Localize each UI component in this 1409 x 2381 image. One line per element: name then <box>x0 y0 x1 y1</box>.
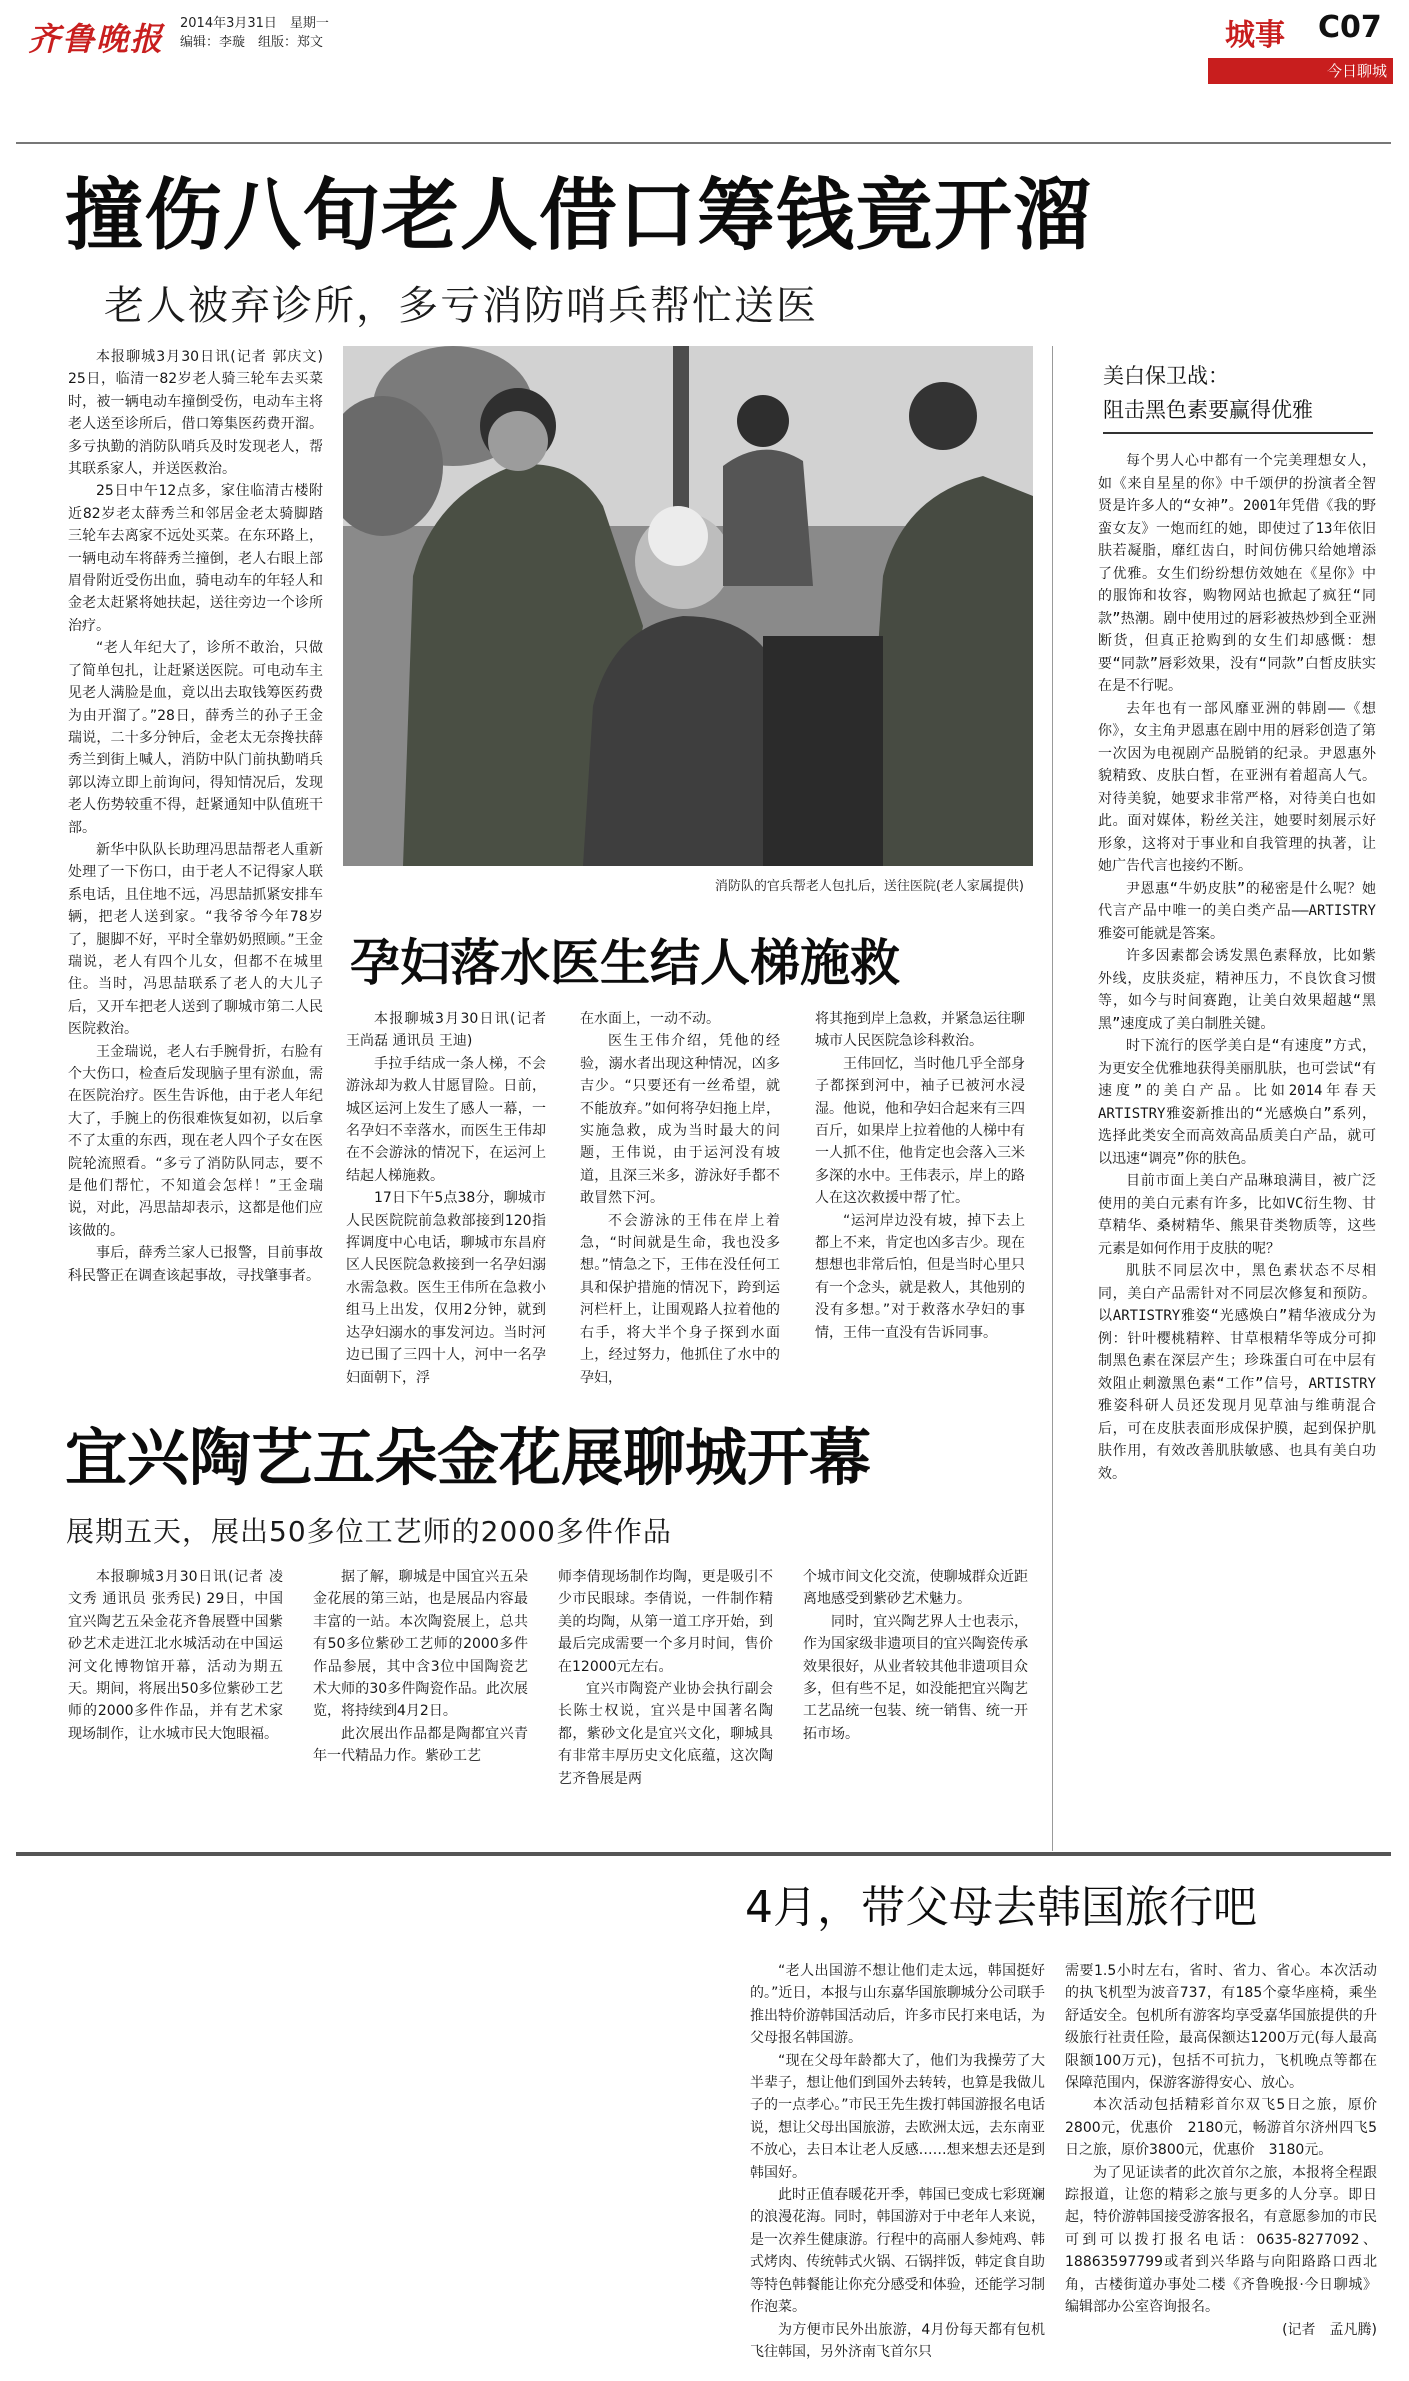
article2-paragraph: “运河岸边没有坡，掉下去上都上不来，肯定也凶多吉少。现在想想也非常后怕，但是当时心里只有一个念头，就是救人，其他别的没有多想。”对于救落水孕妇的事情，王伟一直没有告诉同事。 <box>815 1212 1025 1341</box>
article4-paragraph: 本次活动包括精彩首尔双飞5日之旅，原价2800元，优惠价 2180元，畅游首尔济州四飞5日之旅，原价3800元，优惠价 3180元。 <box>1065 2097 1377 2159</box>
newspaper-logo: 齐鲁晚报 <box>28 20 165 58</box>
article4-paragraph: 为了见证读者的此次首尔之旅，本报将全程跟踪报道，让您的精彩之旅与更多的人分享。即日起，特价游韩国接受游客报名，有意愿参加的市民可到可以拨打报名电话：0635-8277092、18863597799或者到兴华路与向阳路路口西北角，古楼街道办事处二楼《齐鲁晚报·今日聊城》编辑部办公室咨询报名。 <box>1065 2164 1377 2316</box>
article4-top-rule <box>16 1852 1391 1856</box>
article1-body <box>68 346 323 1287</box>
article1-paragraph: 王金瑞说，老人右手腕骨折，右脸有个大伤口，检查后发现脑子里有淤血，需在医院治疗。医生告诉他，由于老人年纪大了，手腕上的伤很难恢复如初，以后拿不了太重的东西，现在老人四个子女在医院轮流照看。“多亏了消防队同志，要不是他们帮忙，不知道会怎样！”王金瑞说，对此，冯思喆却表示，这都是他们应该做的。 <box>68 1043 323 1239</box>
photo-caption: 消防队的官兵帮老人包扎后，送往医院(老人家属提供) <box>714 879 1024 894</box>
masthead-rule <box>16 142 1391 144</box>
page-number: C07 <box>1318 10 1382 45</box>
article1-paragraph: 本报聊城3月30日讯(记者 郭庆文) 25日，临清一82岁老人骑三轮车去买菜时，被一辆电动车撞倒受伤，电动车主将老人送至诊所后，借口筹集医药费开溜。多亏执勤的消防队哨兵及时发现老人，帮其联系家人，并送医救治。 <box>68 349 323 478</box>
article2-headline: 孕妇落水医生结人梯施救 <box>350 933 900 992</box>
article3-headline: 宜兴陶艺五朵金花展聊城开幕 <box>65 1421 872 1494</box>
sub-section-banner: 今日聊城 <box>1208 58 1393 84</box>
article2-col3 <box>815 1008 1025 1344</box>
article3-subhead: 展期五天，展出50多位工艺师的2000多件作品 <box>66 1515 672 1548</box>
article4-paragraph: 为方便市民外出旅游，4月份每天都有包机飞往韩国，另外济南飞首尔只 <box>750 2321 1045 2360</box>
article3-paragraph: 个城市间文化交流，使聊城群众近距离地感受到紫砂艺术魅力。 <box>803 1569 1028 1608</box>
article2-paragraph: 医生王伟介绍，凭他的经验，溺水者出现这种情况，凶多吉少。“只要还有一丝希望，就不能放弃。”如何将孕妇拖上岸，实施急救，成为当时最大的问题，王伟说，由于运河没有坡道，且深三米多，游泳好手都不敢冒然下河。 <box>580 1033 780 1207</box>
article3-paragraph: 本报聊城3月30日讯(记者 凌文秀 通讯员 张秀民) 29日，中国宜兴陶艺五朵金花齐鲁展暨中国紫砂艺术走进江北水城活动在中国运河文化博物馆开幕，活动为期五天。期间，将展出50多位紫砂工艺师的2000多件作品，并有艺术家现场制作，让水城市民大饱眼福。 <box>68 1569 283 1742</box>
sidebar-title <box>1103 360 1373 434</box>
news-photo <box>343 346 1033 866</box>
article3-paragraph: 宜兴市陶瓷产业协会执行副会长陈士权说，宜兴是中国著名陶都，紫砂文化是宜兴文化，聊城具有非常丰厚历史文化底蕴，这次陶艺齐鲁展是两 <box>558 1681 773 1787</box>
article2-paragraph: 不会游泳的王伟在岸上着急，“时间就是生命，我也没多想。”情急之下，王伟在没任何工具和保护措施的情况下，跨到运河栏杆上，让围观路人拉着他的右手，将大半个身子探到水面上，经过努力，他抓住了水中的孕妇， <box>580 1212 780 1386</box>
article1-paragraph: “老人年纪大了，诊所不敢治，只做了简单包扎，让赶紧送医院。可电动车主见老人满脸是血，竟以出去取钱筹医药费为由开溜了。”28日，薛秀兰的孙子王金瑞说，二十多分钟后，金老太无奈搀扶薛秀兰到街上喊人，消防中队门前执勤哨兵郭以涛立即上前询问，得知情况后，发现老人伤势较重不得，赶紧通知中队值班干部。 <box>68 640 323 836</box>
sidebar-divider <box>1052 346 1053 1851</box>
article4-paragraph: “老人出国游不想让他们走太远，韩国挺好的。”近日，本报与山东嘉华国旅聊城分公司联手推出特价游韩国活动后，许多市民打来电话，为父母报名韩国游。 <box>750 1963 1045 2047</box>
article4-headline: 4月，带父母去韩国旅行吧 <box>745 1882 1257 1933</box>
article1-headline: 撞伤八旬老人借口筹钱竟开溜 <box>65 170 1093 261</box>
section-name: 城事 <box>1225 18 1285 53</box>
article3-col3 <box>558 1566 773 1790</box>
article2-paragraph: 王伟回忆，当时他几乎全部身子都探到河中，袖子已被河水浸湿。他说，他和孕妇合起来有三四百斤，如果岸上拉着他的人梯中有一人抓不住，他肯定也会落入三米多深的水中。王伟表示，岸上的路人在这次救援中帮了忙。 <box>815 1055 1025 1207</box>
sidebar-paragraph: 肌肤不同层次中，黑色素状态不尽相同，美白产品需针对不同层次修复和预防。以ARTISTRY雅姿“光感焕白”精华液成分为例：针叶樱桃精粹、甘草根精华等成分可抑制黑色素在深层产生；珍珠蛋白可在中层有效阻止刺激黑色素“工作”信号，ARTISTRY雅姿科研人员还发现月见草油与维萌混合后，可在皮肤表面形成保护膜，起到保护肌肤作用，有效改善肌肤敏感、也具有美白功效。 <box>1098 1263 1376 1482</box>
article1-paragraph: 新华中队队长助理冯思喆帮老人重新处理了一下伤口，由于老人不记得家人联系电话，且住地不远，冯思喆抓紧安排车辆，把老人送到家。“我爷爷今年78岁了，腿脚不好，平时全靠奶奶照顾。”王金瑞说，老人有四个儿女，但都不在城里住。当时，冯思喆联系了老人的大儿子后，又开车把老人送到了聊城市第二人民医院救治。 <box>68 841 323 1038</box>
masthead-info <box>180 14 329 52</box>
article3-paragraph: 此次展出作品都是陶都宜兴青年一代精品力作。紫砂工艺 <box>313 1725 528 1765</box>
article4-col2 <box>1065 1960 1377 2341</box>
article2-paragraph: 17日下午5点38分，聊城市人民医院院前急救部接到120指挥调度中心电话，聊城市东昌府区人民医院急救接到一名孕妇溺水需急救。医生王伟所在急救小组马上出发，仅用2分钟，就到达孕妇溺水的事发河边。当时河边已围了三四十人，河中一名孕妇面朝下，浮 <box>346 1190 546 1386</box>
sidebar-paragraph: 许多因素都会诱发黑色素释放，比如紫外线，皮肤炎症，精神压力，不良饮食习惯等，如今与时间赛跑，让美白效果超越“黑黑”速度成了美白制胜关键。 <box>1098 948 1376 1032</box>
issue-date: 2014年3月31日 星期一 <box>180 16 329 31</box>
sidebar-paragraph: 目前市面上美白产品琳琅满目，被广泛使用的美白元素有许多，比如VC衍生物、甘草精华、桑树精华、熊果苷类物质等，这些元素是如何作用于皮肤的呢？ <box>1098 1173 1376 1257</box>
article2-paragraph: 将其拖到岸上急救，并紧急运往聊城市人民医院急诊科救治。 <box>815 1011 1025 1050</box>
sidebar-paragraph: 时下流行的医学美白是“有速度”方式，为更安全优雅地获得美丽肌肤，也可尝试“有速度”的美白产品。比如2014年春天ARTISTRY雅姿新推出的“光感焕白”系列，选择此类安全而高效高品质美白产品，就可以迅速“调亮”你的肤色。 <box>1098 1038 1376 1167</box>
sidebar-body <box>1098 450 1376 1485</box>
editor-credits: 编辑：李璇 组版：郑文 <box>180 35 324 50</box>
article4-paragraph: “现在父母年龄都大了，他们为我操劳了大半辈子，想让他们到国外去转转，也算是我做儿子的一点孝心。”市民王先生拨打韩国游报名电话说，想让父母出国旅游，去欧洲太远，去东南亚不放心，去日本让老人反感……想来想去还是到韩国好。 <box>750 2052 1045 2181</box>
sidebar-paragraph: 尹恩惠“牛奶皮肤”的秘密是什么呢？她代言产品中唯一的美白类产品——ARTISTRY雅姿可能就是答案。 <box>1098 880 1376 942</box>
article2-col1 <box>346 1008 546 1389</box>
photo-scene <box>343 346 1033 866</box>
sidebar-paragraph: 每个男人心中都有一个完美理想女人，如《来自星星的你》中千颂伊的扮演者全智贤是许多人的“女神”。2001年凭借《我的野蛮女友》一炮而红的她，即使过了13年依旧肤若凝脂，靡红齿白，时间仿佛只给她增添了优雅。女生们纷纷想仿效她在《星你》中的服饰和妆容，购物网站也掀起了疯狂“同款”热潮。剧中使用过的唇彩被热炒到全亚洲断货，但真正抢购到的女生们却感慨：想要“同款”唇彩效果，没有“同款”白皙皮肤实在是不行呢。 <box>1098 453 1376 694</box>
article3-paragraph: 据了解，聊城是中国宜兴五朵金花展的第三站，也是展品内容最丰富的一站。本次陶瓷展上，总共有50多位紫砂工艺师的2000多件作品参展，其中含3位中国陶瓷艺术大师的30多件陶瓷作品。此次展览，将持续到4月2日。 <box>313 1569 528 1720</box>
article4-paragraph: 此时正值春暖花开季，韩国已变成七彩斑斓的浪漫花海。同时，韩国游对于中老年人来说，是一次养生健康游。行程中的高丽人参炖鸡、韩式烤肉、传统韩式火锅、石锅拌饭，韩定食自助等特色韩餐能让你充分感受和体验，还能学习制作泡菜。 <box>750 2187 1045 2316</box>
article2-paragraph: 在水面上，一动不动。 <box>580 1011 720 1027</box>
article3-col4 <box>803 1566 1028 1745</box>
article3-paragraph: 师李倩现场制作均陶，更是吸引不少市民眼球。李倩说，一件制作精美的均陶，从第一道工序开始，到最后完成需要一个多月时间，售价在12000元左右。 <box>558 1569 773 1675</box>
article1-paragraph: 事后，薛秀兰家人已报警，目前事故科民警正在调查该起事故，寻找肇事者。 <box>68 1245 323 1284</box>
sidebar-title-line1: 美白保卫战： <box>1103 364 1229 388</box>
sidebar-title-line2: 阻击黑色素要赢得优雅 <box>1103 392 1373 434</box>
article2-paragraph: 本报聊城3月30日讯(记者 王尚磊 通讯员 王迪) <box>346 1011 546 1050</box>
article3-paragraph: 同时，宜兴陶艺界人士也表示，作为国家级非遗项目的宜兴陶瓷传承效果很好，从业者较其他非遗项目众多，但有些不足，如没能把宜兴陶艺工艺品统一包装、统一销售、统一开拓市场。 <box>803 1613 1028 1742</box>
article3-col2 <box>313 1566 528 1768</box>
article4-paragraph: 需要1.5小时左右，省时、省力、省心。本次活动的执飞机型为波音737，有185个豪华座椅，乘坐舒适安全。包机所有游客均享受嘉华国旅提供的升级旅行社责任险，最高保额达1200万元(每人最高限额100万元)，包括不可抗力，飞机晚点等都在保障范围内，保游客游得安心、放心。 <box>1065 1963 1377 2092</box>
article2-col2 <box>580 1008 780 1389</box>
article2-paragraph: 手拉手结成一条人梯，不会游泳却为救人甘愿冒险。日前，城区运河上发生了感人一幕，一名孕妇不幸落水，而医生王伟却在不会游泳的情况下，在运河上结起人梯施救。 <box>346 1055 546 1184</box>
article4-byline: (记者 孟凡腾) <box>1282 2321 1377 2338</box>
article3-col1 <box>68 1566 283 1745</box>
article1-subhead: 老人被弃诊所，多亏消防哨兵帮忙送医 <box>104 283 818 329</box>
article4-col1 <box>750 1960 1045 2363</box>
sidebar-paragraph: 去年也有一部风靡亚洲的韩剧——《想你》，女主角尹恩惠在剧中用的唇彩创造了第一次因为电视剧产品脱销的纪录。尹恩惠外貌精致、皮肤白皙，在亚洲有着超高人气。对待美貌，她要求非常严格，对待美白也如此。面对媒体，粉丝关注，她要时刻展示好形象，这将对于事业和自我管理的执著，让她广告代言也接约不断。 <box>1098 700 1376 874</box>
article1-paragraph: 25日中午12点多，家住临清古楼附近82岁老太薛秀兰和邻居金老太骑脚踏三轮车去离家不远处买菜。在东环路上，一辆电动车将薛秀兰撞倒，老人右眼上部眉骨附近受伤出血，骑电动车的年轻人和金老太赶紧将她扶起，送往旁边一个诊所治疗。 <box>68 483 323 634</box>
